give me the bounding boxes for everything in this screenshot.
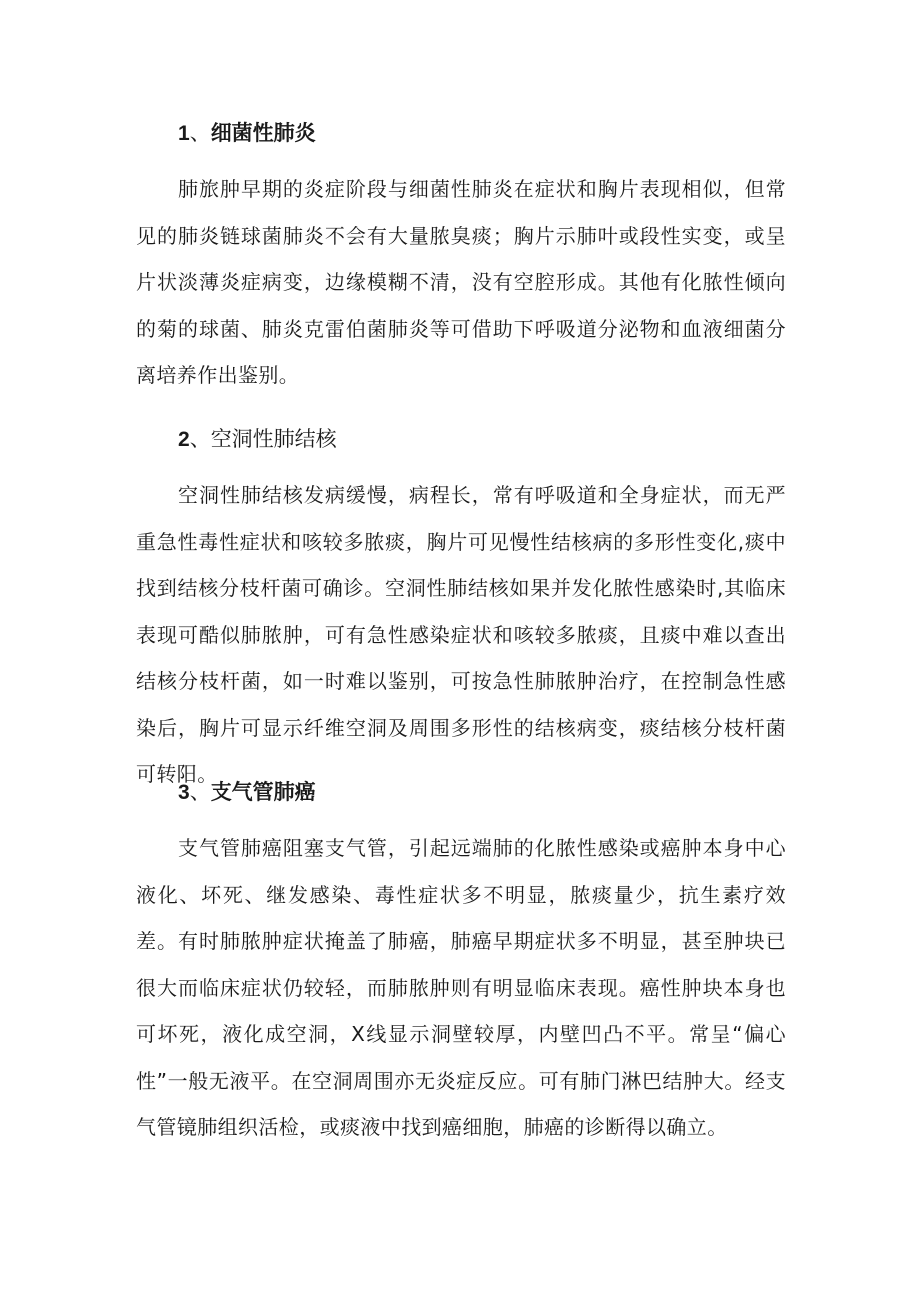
section-number: 1 bbox=[178, 122, 190, 145]
section-paragraph-2: 空洞性肺结核发病缓慢，病程长，常有呼吸道和全身症状，而无严重急性毒性症状和咳较多脓痰，胸片可见慢性结核病的多形性变化,痰中找到结核分枝杆菌可确诊。空洞性肺结核如果并发化脓性感染时,其临床表现可酷似肺脓肿，可有急性感染症状和咳较多脓痰，且痰中难以查出结核分枝杆菌，如一时难以鉴别，可按急性肺脓肿治疗，在控制急性感染后，胸片可显示纤维空洞及周围多形性的结核病变，痰结核分枝杆菌可转阳。 bbox=[136, 483, 786, 786]
section-separator: 、 bbox=[189, 427, 211, 451]
section-heading-1 bbox=[178, 118, 316, 149]
section-title: 细菌性肺炎 bbox=[210, 121, 316, 145]
section-paragraph-1: 肺旅肿早期的炎症阶段与细菌性肺炎在症状和胸片表现相似，但常见的肺炎链球菌肺炎不会有大量脓臭痰；胸片示肺叶或段性实变，或呈片状淡薄炎症病变，边缘模糊不清，没有空腔形成。其他有化脓性倾向的菊的球菌、肺炎克雷伯菌肺炎等可借助下呼吸道分泌物和血液细菌分离培养作出鉴别。 bbox=[136, 177, 786, 387]
section-separator: 、 bbox=[189, 780, 211, 804]
section-separator: 、 bbox=[189, 121, 211, 145]
section-heading-2 bbox=[178, 424, 337, 455]
section-number: 2 bbox=[178, 428, 190, 451]
section-paragraph-3: 支气管肺癌阻塞支气管，引起远端肺的化脓性感染或癌肿本身中心液化、坏死、继发感染、毒性症状多不明显，脓痰量少，抗生素疗效差。有时肺脓肿症状掩盖了肺癌，肺癌早期症状多不明显，甚至肿块已很大而临床症状仍较轻，而肺脓肿则有明显临床表现。癌性肿块本身也可坏死，液化成空洞，X线显示洞壁较厚，内壁凹凸不平。常呈“偏心性”一般无液平。在空洞周围亦无炎症反应。可有肺门淋巴结肿大。经支气管镜肺组织活检，或痰液中找到癌细胞，肺癌的诊断得以确立。 bbox=[136, 836, 786, 1139]
section-title: 支气管肺癌 bbox=[210, 780, 316, 804]
section-number: 3 bbox=[178, 781, 190, 804]
section-heading-3 bbox=[178, 777, 316, 808]
section-title: 空洞性肺结核 bbox=[210, 427, 337, 451]
